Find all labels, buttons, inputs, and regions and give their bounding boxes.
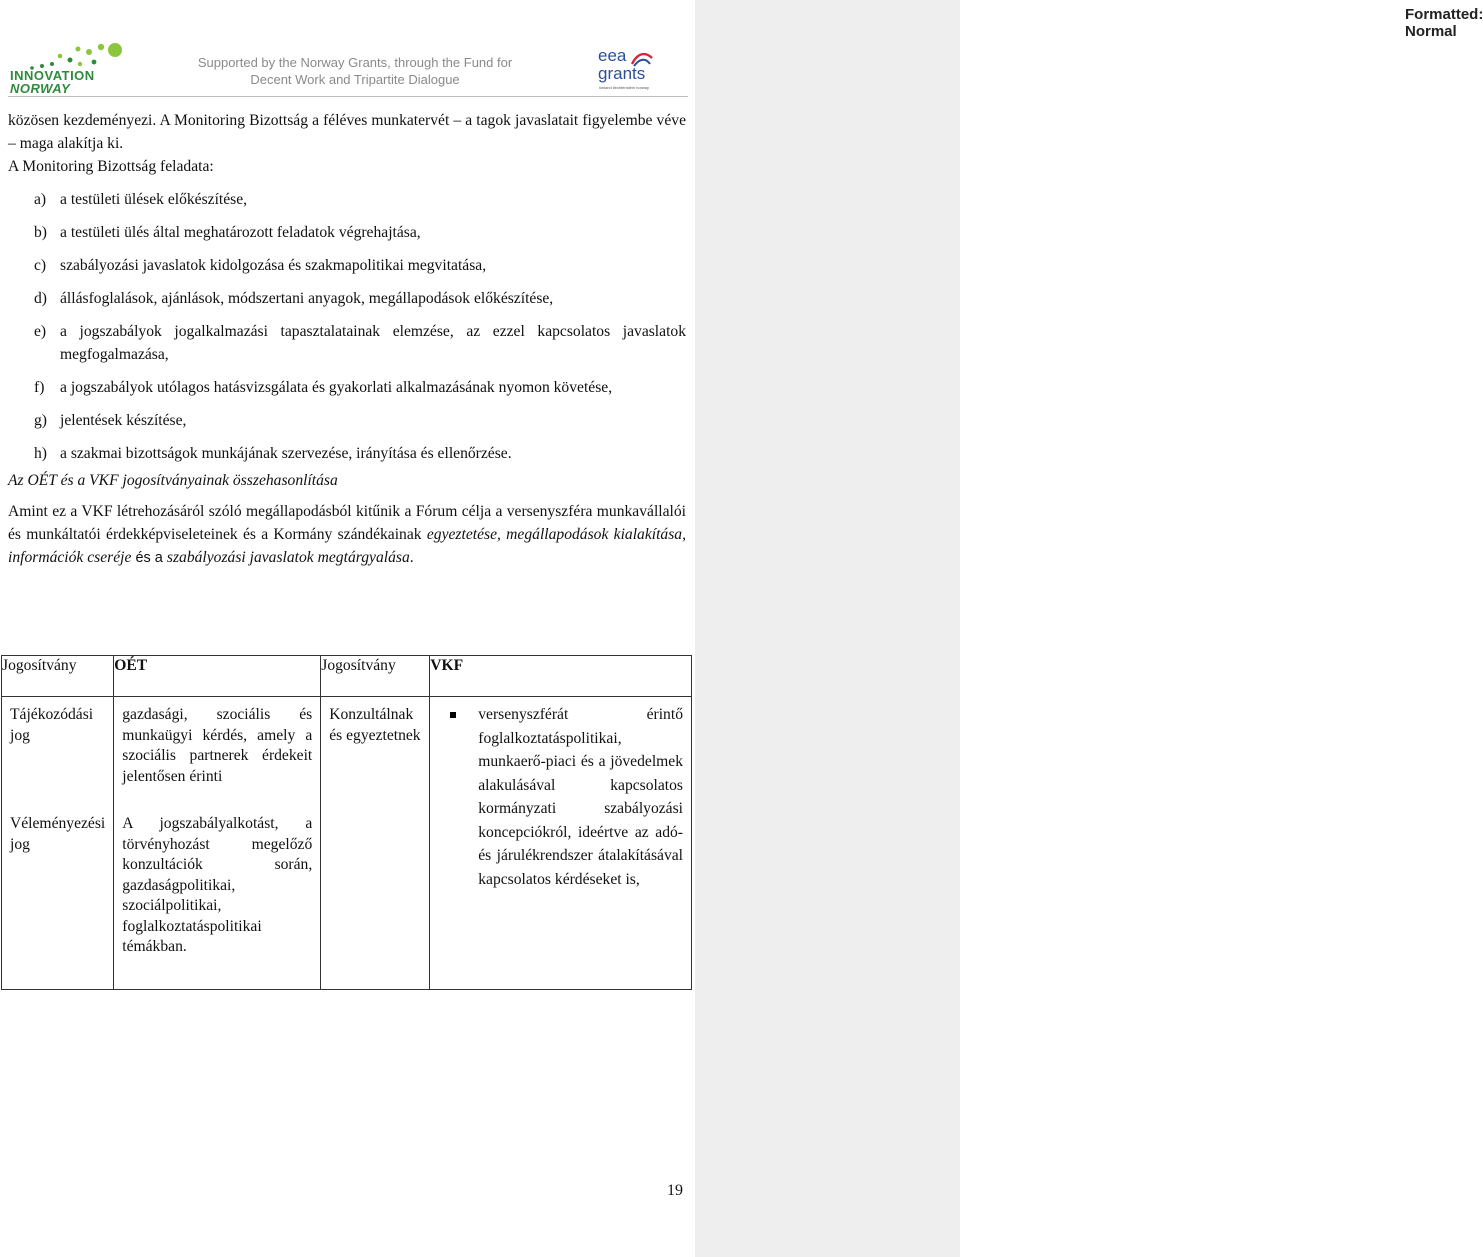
vkf-details-cell [430, 697, 692, 990]
eea-tagline: iceland liechtenstein norway [599, 85, 650, 90]
list-item-text: a testületi ülések előkészítése, [60, 191, 248, 208]
label-velemenyezesi: Véleményezési jog [10, 815, 106, 853]
vkf-label-cell [321, 697, 430, 990]
table-row [2, 697, 692, 990]
comment-side-panel [695, 0, 1483, 1257]
list-item-text: állásfoglalások, ajánlások, módszertani anyagok, megállapodások előkészítése, [60, 290, 554, 307]
amint-paragraph [8, 500, 686, 570]
tasks-title: A Monitoring Bizottság feladata: [8, 158, 214, 175]
side-panel-title: Formatted: Normal [1405, 6, 1483, 40]
list-item-text: a szakmai bizottságok munkájának szervezése, irányítása és ellenőrzése. [60, 445, 512, 462]
list-item [8, 320, 686, 366]
amint-text: Amint ez a VKF létrehozásáról szóló megállapodásból kitűnik a Fórum célja a versenyszféra munkavállalói és munkáltatói érdekképviseleteinek és a Kormány szándékainak [8, 503, 686, 543]
square-bullet-icon [450, 712, 456, 718]
header-divider [8, 96, 688, 97]
eea-grants-logo [596, 48, 666, 92]
list-item-text: a testületi ülés által meghatározott feladatok végrehajtása, [60, 224, 421, 241]
list-item [8, 188, 686, 211]
section-heading: Az OÉT és a VKF jogosítványainak összehasonlítása [8, 472, 338, 489]
desc-tajekozodasi: gazdasági, szociális és munkaügyi kérdés, amely a szociális partnerek érdekeit jelentősen érinti [122, 706, 313, 785]
list-marker: c) [34, 257, 47, 274]
intro-paragraph: közösen kezdeményezi. A Monitoring Bizottság a féléves munkatervét – a tagok javaslatait figyelembe véve – maga alakítja ki. [8, 112, 686, 152]
grants-word: grants [598, 64, 646, 83]
list-item [8, 254, 686, 277]
logo-word-innovation: INNOVATION [10, 68, 95, 83]
list-item-text: szabályozási javaslatok kidolgozása és szakmapolitikai megvitatása, [60, 257, 487, 274]
label-tajekozodasi: Tájékozódási jog [10, 706, 94, 744]
list-item [430, 703, 683, 891]
logo-word-norway: NORWAY [10, 81, 71, 96]
list-item-text: jelentések készítése, [60, 412, 187, 429]
vkf-bullet-list [430, 703, 691, 891]
list-marker: e) [34, 323, 47, 340]
vkf-label: Konzultálnak és egyeztetnek [329, 706, 421, 744]
list-item-text: a jogszabályok jogalkalmazási tapasztalatainak elemzése, az ezzel kapcsolatos javaslatok megfogalmazása, [60, 323, 686, 363]
list-marker: h) [34, 445, 47, 462]
amint-end: . [409, 549, 414, 566]
amint-emphasis-2: szabályozási javaslatok megtárgyalása [166, 549, 410, 566]
oet-labels-cell [2, 697, 114, 990]
table-header-row [2, 656, 692, 697]
list-marker: g) [34, 412, 47, 429]
desc-velemenyezesi: A jogszabályalkotást, a törvényhozást megelőző konzultációk során, gazdaságpolitikai, szociálpolitikai, foglalkoztatáspolitikai témákban. [122, 815, 313, 955]
list-item [8, 287, 686, 310]
oet-descriptions-cell [114, 697, 321, 990]
page-number: 19 [667, 1182, 683, 1199]
list-marker: f) [34, 379, 45, 396]
document-body [8, 109, 686, 570]
tasks-list [8, 188, 686, 465]
comparison-table [1, 655, 692, 990]
list-item-text: a jogszabályok utólagos hatásvizsgálata és gyakorlati alkalmazásának nyomon követése, [60, 379, 613, 396]
list-item [8, 409, 686, 432]
header-text-line2: Decent Work and Tripartite Dialogue [250, 72, 460, 87]
eea-word: eea [598, 46, 627, 65]
amint-connector: és a [131, 550, 167, 566]
list-item [8, 442, 686, 465]
header-cell-jogositvany-2: Jogosítvány [321, 656, 430, 697]
list-marker: a) [34, 191, 47, 208]
header-cell-oet: OÉT [114, 656, 321, 697]
header-cell-jogositvany-1: Jogosítvány [2, 656, 114, 697]
amint-emphasis-1: egyeztetése, megállapodások kialakítása, információk cseréje [8, 526, 686, 566]
header-cell-vkf: VKF [430, 656, 692, 697]
list-item [8, 221, 686, 244]
header-support-text [185, 54, 525, 88]
list-item [8, 376, 686, 399]
list-marker: d) [34, 290, 47, 307]
innovation-norway-logo [8, 40, 133, 94]
vkf-bullet-text: versenyszférát érintő foglalkoztatáspolitikai, munkaerő-piaci és a jövedelmek alakulásával kapcsolatos kormányzati szabályozási koncepciókról, ideértve az adó- és járulékrendszer átalakításával kapcsolatos kérdéseket is, [478, 706, 683, 888]
header-text-line1: Supported by the Norway Grants, through the Fund for [197, 55, 513, 70]
list-marker: b) [34, 224, 47, 241]
